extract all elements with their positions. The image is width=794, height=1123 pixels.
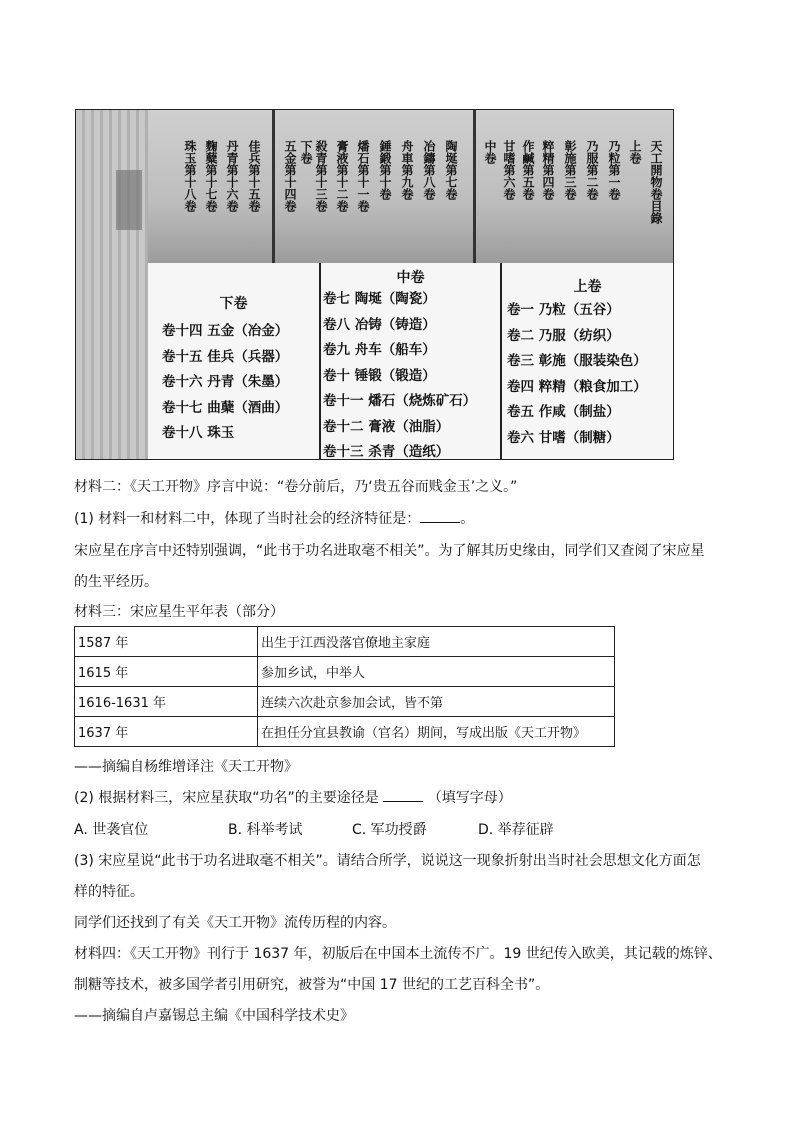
- option-b: B. 科举考试: [228, 822, 303, 838]
- vertical-column: 陶埏第七卷: [444, 140, 458, 200]
- option-a: A. 世袭官位: [74, 822, 149, 838]
- xia-juan-panel: [148, 263, 321, 459]
- source-4: ——摘编自卢嘉锡总主编《中国科学技术史》: [74, 1008, 354, 1024]
- zhong-juan-row: 卷十 锤锻（锻造）: [323, 367, 436, 384]
- question-3-line-1: (3) 宋应星说“此书于功名进取毫不相关”。请结合所学，说说这一现象折射出当时社会思想文化方面怎: [74, 853, 701, 869]
- vertical-column: 下卷: [299, 140, 313, 164]
- book-left-edge: [76, 110, 148, 459]
- vertical-column: 甘嗜第六卷: [502, 140, 516, 200]
- vertical-column: 作鹹第五卷: [521, 140, 535, 200]
- vertical-column: 舟車第九卷: [400, 140, 414, 200]
- question-2-hint: （填写字母）: [427, 790, 512, 806]
- material-4-line-2: 制糖等技术，被多国学者引用研究，被誉为“中国 17 世纪的工艺百科全书”。: [74, 977, 550, 993]
- vertical-column: 天工開物卷目錄: [649, 140, 663, 224]
- zhong-juan-heading: 中卷: [396, 270, 425, 286]
- zhong-juan-row: 卷七 陶埏（陶瓷）: [323, 291, 436, 307]
- table-cell-year: 1615 年: [75, 657, 258, 687]
- vertical-column: 乃粒第一卷: [607, 140, 621, 200]
- vertical-column: 冶鑄第八卷: [422, 140, 436, 200]
- intro-line-2: 的生平经历。: [74, 574, 158, 590]
- xia-juan-row: 卷十六 丹青（朱墨）: [162, 374, 289, 390]
- table-cell-event: 出生于江西没落官僚地主家庭: [258, 627, 615, 657]
- life-timeline-table: [74, 626, 615, 747]
- zhong-juan-row: 卷八 冶铸（铸造）: [323, 316, 436, 333]
- vertical-column: 麴糵第十七卷: [204, 140, 218, 212]
- zhong-juan-row: 卷十二 膏液（油脂）: [323, 418, 450, 435]
- shang-juan-panel: [502, 263, 673, 459]
- shang-juan-row: 卷三 彰施（服装染色）: [507, 353, 647, 369]
- vertical-column: 上卷: [628, 140, 642, 164]
- xia-juan-row: 卷十五 佳兵（兵器）: [162, 348, 289, 365]
- answer-blank: [420, 510, 460, 523]
- zhong-juan-panel: [321, 263, 502, 459]
- table-cell-year: 1637 年: [75, 717, 258, 747]
- xia-juan-row: 卷十四 五金（冶金）: [162, 323, 289, 339]
- shang-juan-row: 卷一 乃粒（五谷）: [507, 302, 620, 318]
- option-d: D. 举荐征辟: [478, 822, 554, 838]
- vertical-column: 燔石第十一卷: [356, 140, 370, 212]
- vertical-column: 錘鍛第十卷: [378, 140, 392, 200]
- question-1-text: (1) 材料一和材料二中，体现了当时社会的经济特征是：: [74, 511, 421, 527]
- question-3-line-2: 样的特征。: [74, 884, 144, 900]
- table-cell-event: 参加乡试，中举人: [258, 657, 615, 687]
- question-2: [74, 788, 512, 808]
- shang-juan-heading: 上卷: [573, 279, 602, 295]
- vertical-column: 五金第十四卷: [283, 140, 297, 212]
- source-3: ——摘编自杨维增译注《天工开物》: [74, 759, 298, 775]
- tiangong-kaiwu-contents-image: [75, 109, 674, 460]
- option-c: C. 军功授爵: [352, 822, 427, 838]
- material-4-line-1: 材料四：《天工开物》刊行于 1637 年，初版后在中国本土流传不广。19 世纪传入欧美，其记载的炼锌、: [74, 946, 722, 962]
- table-row: [75, 687, 615, 717]
- vertical-column: 丹青第十六卷: [225, 140, 239, 212]
- table-row: [75, 657, 615, 687]
- zhong-juan-row: 卷九 舟车（船车）: [323, 342, 436, 358]
- table-cell-event: 连续六次赴京参加会试，皆不第: [258, 687, 615, 717]
- intro-line-1: 宋应星在序言中还特别强调，“此书于功名进取毫不相关”。为了解其历史缘由，同学们又查阅了宋应星: [74, 543, 705, 559]
- table-cell-year: 1616-1631 年: [75, 687, 258, 717]
- shang-juan-row: 卷二 乃服（纺织）: [507, 327, 620, 344]
- xia-juan-row: 卷十七 曲蘖（酒曲）: [162, 399, 289, 416]
- table-cell-event: 在担任分宜县教谕（官名）期间，写成出版《天工开物》: [258, 717, 615, 747]
- vertical-column: 粹精第四卷: [541, 140, 555, 200]
- intro-material-4: 同学们还找到了有关《天工开物》流传历程的内容。: [74, 915, 396, 931]
- vertical-column: 珠玉第十八卷: [183, 140, 197, 212]
- zhong-juan-row: 卷十三 杀青（造纸）: [323, 444, 450, 460]
- vertical-column: 中卷: [483, 140, 497, 164]
- vertical-column: 膏液第十二卷: [335, 140, 349, 212]
- answer-blank: [383, 789, 423, 802]
- vertical-column: 殺青第十三卷: [314, 140, 328, 212]
- table-row: [75, 717, 615, 747]
- material-2: 材料二：《天工开物》序言中说：“卷分前后，乃‘贵五谷而贱金玉’之义。”: [74, 479, 518, 495]
- vertical-column: 彰施第三卷: [563, 140, 577, 200]
- vertical-column: 佳兵第十五卷: [247, 140, 261, 212]
- xia-juan-heading: 下卷: [219, 296, 248, 312]
- material-3-title: 材料三：宋应星生平年表（部分）: [74, 604, 284, 620]
- question-1: [74, 509, 474, 529]
- table-row: [75, 627, 615, 657]
- shang-juan-row: 卷六 甘嗜（制糖）: [507, 429, 620, 446]
- table-cell-year: 1587 年: [75, 627, 258, 657]
- shang-juan-row: 卷四 粹精（粮食加工）: [507, 378, 647, 395]
- question-1-end: 。: [460, 511, 475, 527]
- zhong-juan-row: 卷十一 燔石（烧炼矿石）: [323, 393, 477, 409]
- xia-juan-row: 卷十八 珠玉: [162, 425, 235, 441]
- shang-juan-row: 卷五 作咸（制盐）: [507, 404, 620, 420]
- vertical-column: 乃服第二卷: [585, 140, 599, 200]
- question-2-text: (2) 根据材料三，宋应星获取“功名”的主要途径是: [74, 790, 379, 806]
